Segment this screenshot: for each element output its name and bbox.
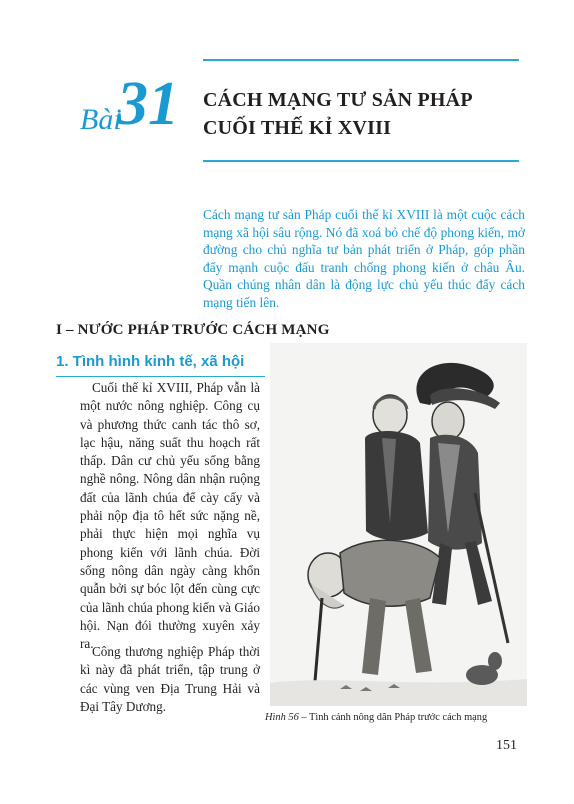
figure-caption xyxy=(265,712,535,723)
lesson-title xyxy=(203,86,523,142)
header-rule-top xyxy=(203,59,519,61)
figure-illustration xyxy=(270,343,527,706)
body-paragraph-1: Cuối thế kỉ XVIII, Pháp vẫn là một nước nông nghiệp. Công cụ và phương thức canh tác thô sơ, lạc hậu, năng suất thu hoạch rất thấp. Dân cư chủ yếu sống bằng nghề nông. Nông dân nhận ruộng đất của lãnh chúa để cày cấy và phải nộp địa tô hết sức nặng nề, phải thực hiện mọi nghĩa vụ phong kiến với lãnh chúa. Đời sống nông dân ngày càng khốn quẫn bởi sự bóc lột đến cùng cực của lãnh chúa phong kiến và Giáo hội. Nạn đói thường xuyên xảy ra. xyxy=(80,380,260,652)
section-heading: I – NƯỚC PHÁP TRƯỚC CÁCH MẠNG xyxy=(56,322,330,338)
lesson-word: Bài xyxy=(80,103,122,136)
lesson-title-line-1: CÁCH MẠNG TƯ SẢN PHÁP xyxy=(203,89,473,111)
figure-caption-text: – Tình cảnh nông dân Pháp trước cách mạng xyxy=(298,712,488,723)
header-rule-bottom xyxy=(203,160,519,162)
lesson-number: 31 xyxy=(117,70,179,138)
subsection-underline xyxy=(56,376,265,377)
subsection-heading: 1. Tình hình kinh tế, xã hội xyxy=(56,353,245,370)
body-paragraph-2: Công thương nghiệp Pháp thời kì này đã phát triển, tập trung ở các vùng ven Địa Trung Hải và Đại Tây Dương. xyxy=(80,644,260,714)
peasant-carrying-clergy-noble-illustration xyxy=(270,343,527,706)
lesson-title-line-2: CUỐI THẾ KỈ XVIII xyxy=(203,117,392,139)
lesson-intro: Cách mạng tư sản Pháp cuối thế kỉ XVIII là một cuộc cách mạng xã hội sâu rộng. Nó đã xoá bỏ chế độ phong kiến, mở đường cho chủ nghĩa tư bản phát triển ở Pháp, góp phần đẩy mạnh cuộc đấu tranh chống phong kiến ở châu Âu. Quần chúng nhân dân là động lực chủ yếu thúc đẩy cách mạng tiến lên. xyxy=(203,207,525,310)
figure-label: Hình 56 xyxy=(265,712,299,723)
page-number: 151 xyxy=(496,738,517,753)
